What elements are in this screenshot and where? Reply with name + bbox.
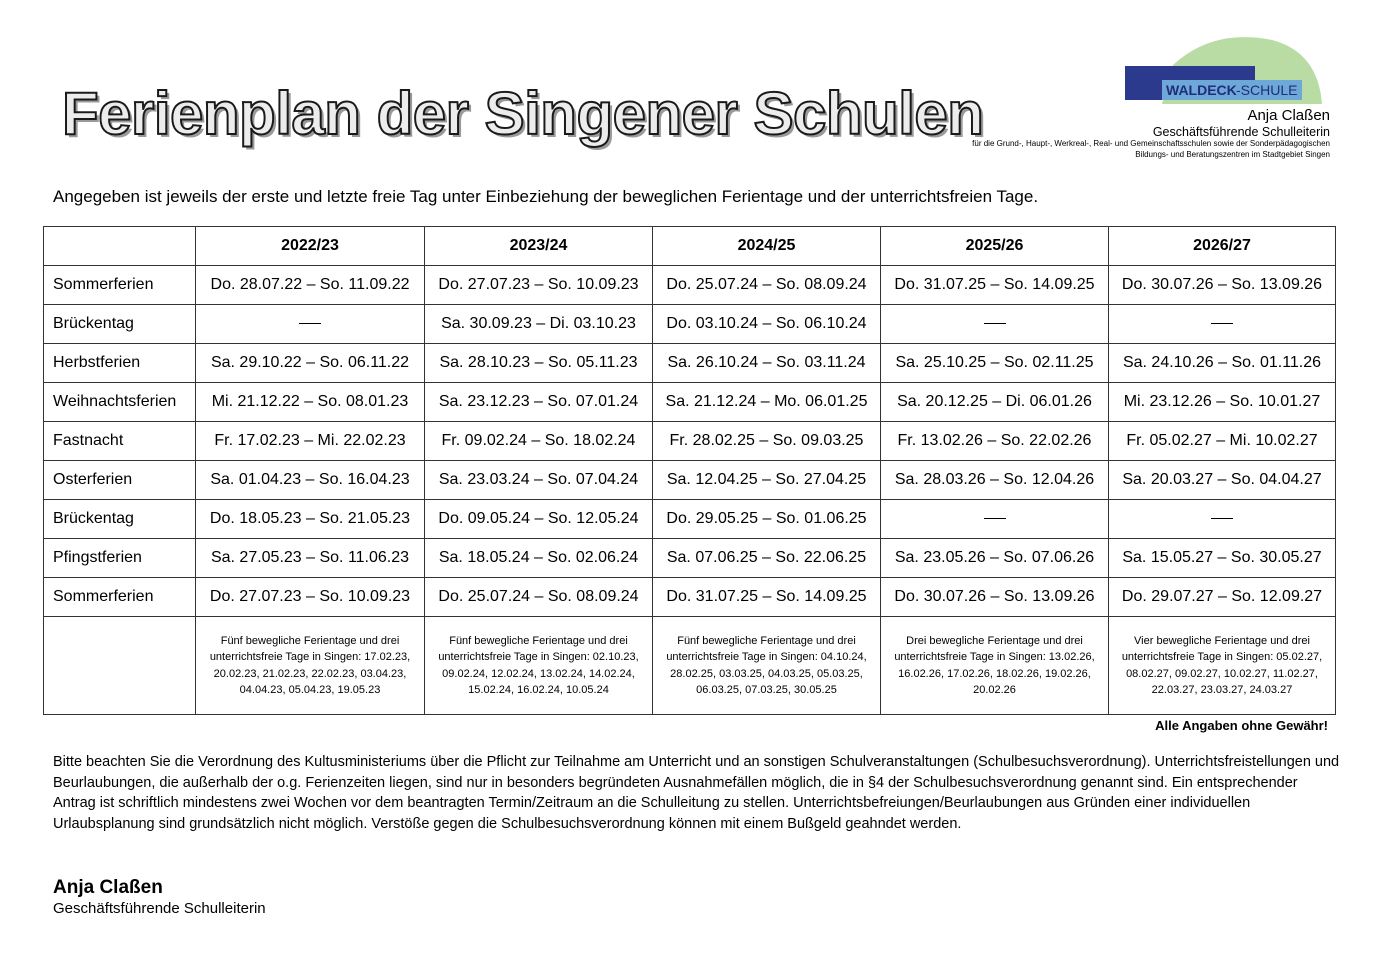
date-range-cell: Sa. 29.10.22 – So. 06.11.22: [196, 344, 425, 383]
signature-role: Geschäftsführende Schulleiterin: [53, 900, 266, 917]
header-empty-cell: [44, 227, 196, 266]
header-description: für die Grund-, Haupt-, Werkreal-, Real- und Gemeinschaftsschulen sowie der Sonderpädagogischen Bildungs- und Beratungszentren im Stadtgebiet Singen: [972, 139, 1330, 159]
year-header: 2024/25: [653, 227, 881, 266]
date-range-cell: Fr. 17.02.23 – Mi. 22.02.23: [196, 422, 425, 461]
page-title: Ferienplan der Singener Schulen: [62, 80, 984, 147]
date-range-cell: Sa. 23.03.24 – So. 07.04.24: [425, 461, 653, 500]
row-label: Pfingstferien: [44, 539, 196, 578]
date-range-cell: Do. 27.07.23 – So. 10.09.23: [196, 578, 425, 617]
row-label: Fastnacht: [44, 422, 196, 461]
row-label: Brückentag: [44, 305, 196, 344]
date-range-cell: Mi. 23.12.26 – So. 10.01.27: [1109, 383, 1336, 422]
year-header: 2026/27: [1109, 227, 1336, 266]
year-header: 2023/24: [425, 227, 653, 266]
date-range-cell: Sa. 15.05.27 – So. 30.05.27: [1109, 539, 1336, 578]
date-range-cell: Do. 25.07.24 – So. 08.09.24: [653, 266, 881, 305]
table-row: [44, 344, 1336, 383]
date-range-cell: Sa. 20.12.25 – Di. 06.01.26: [881, 383, 1109, 422]
table-row: [44, 461, 1336, 500]
date-range-cell: Sa. 26.10.24 – So. 03.11.24: [653, 344, 881, 383]
disclaimer: Alle Angaben ohne Gewähr!: [1155, 718, 1328, 733]
date-range-cell: Sa. 01.04.23 – So. 16.04.23: [196, 461, 425, 500]
dash-mark: [1211, 518, 1233, 519]
notes-cell: Fünf bewegliche Ferientage und drei unterrichtsfreie Tage in Singen: 02.10.23, 09.02.24, 12.02.24, 13.02.24, 14.02.24, 15.02.24, 16.02.24, 10.05.24: [425, 617, 653, 715]
table-row: [44, 383, 1336, 422]
row-label: Osterferien: [44, 461, 196, 500]
date-range-cell: Mi. 21.12.22 – So. 08.01.23: [196, 383, 425, 422]
signature-name: Anja Claßen: [53, 877, 163, 898]
intro-text: Angegeben ist jeweils der erste und letzte freie Tag unter Einbeziehung der beweglichen Ferientage und der unterrichtsfreien Tage.: [53, 187, 1039, 206]
date-range-cell: Fr. 28.02.25 – So. 09.03.25: [653, 422, 881, 461]
notes-cell: Vier bewegliche Ferientage und drei unterrichtsfreie Tage in Singen: 05.02.27, 08.02.27, 09.02.27, 10.02.27, 11.02.27, 22.03.27, 23.03.27, 24.03.27: [1109, 617, 1336, 715]
date-range-cell: Sa. 28.10.23 – So. 05.11.23: [425, 344, 653, 383]
dash-mark: [984, 323, 1006, 324]
date-range-cell: Sa. 30.09.23 – Di. 03.10.23: [425, 305, 653, 344]
notes-row: [44, 617, 1336, 715]
dash-mark: [1211, 323, 1233, 324]
table-header-row: [44, 227, 1336, 266]
date-range-cell: Do. 27.07.23 – So. 10.09.23: [425, 266, 653, 305]
date-range-cell: Sa. 18.05.24 – So. 02.06.24: [425, 539, 653, 578]
date-range-cell: Fr. 09.02.24 – So. 18.02.24: [425, 422, 653, 461]
table-row: [44, 305, 1336, 344]
date-range-cell: Fr. 13.02.26 – So. 22.02.26: [881, 422, 1109, 461]
date-range-cell: Do. 30.07.26 – So. 13.09.26: [1109, 266, 1336, 305]
notes-cell: Fünf bewegliche Ferientage und drei unterrichtsfreie Tage in Singen: 17.02.23, 20.02.23, 21.02.23, 22.02.23, 03.04.23, 04.04.23, 05.04.23, 19.05.23: [196, 617, 425, 715]
table-row: [44, 539, 1336, 578]
date-range-cell: Sa. 12.04.25 – So. 27.04.25: [653, 461, 881, 500]
empty-cell-dash: [1109, 305, 1336, 344]
date-range-cell: Do. 29.07.27 – So. 12.09.27: [1109, 578, 1336, 617]
date-range-cell: Sa. 21.12.24 – Mo. 06.01.25: [653, 383, 881, 422]
year-header: 2025/26: [881, 227, 1109, 266]
table-row: [44, 422, 1336, 461]
date-range-cell: Sa. 23.05.26 – So. 07.06.26: [881, 539, 1109, 578]
date-range-cell: Do. 31.07.25 – So. 14.09.25: [881, 266, 1109, 305]
header-role: Geschäftsführende Schulleiterin: [1152, 125, 1330, 139]
row-label: Sommerferien: [44, 266, 196, 305]
notes-cell: Fünf bewegliche Ferientage und drei unterrichtsfreie Tage in Singen: 04.10.24, 28.02.25, 03.03.25, 04.03.25, 05.03.25, 06.03.25, 07.03.25, 30.05.25: [653, 617, 881, 715]
notes-empty-cell: [44, 617, 196, 715]
date-range-cell: Do. 31.07.25 – So. 14.09.25: [653, 578, 881, 617]
date-range-cell: Sa. 27.05.23 – So. 11.06.23: [196, 539, 425, 578]
logo-text-1: WALDECK: [1166, 82, 1237, 98]
date-range-cell: Fr. 05.02.27 – Mi. 10.02.27: [1109, 422, 1336, 461]
empty-cell-dash: [1109, 500, 1336, 539]
date-range-cell: Do. 09.05.24 – So. 12.05.24: [425, 500, 653, 539]
holiday-table: [43, 226, 1336, 715]
year-header: 2022/23: [196, 227, 425, 266]
date-range-cell: Do. 29.05.25 – So. 01.06.25: [653, 500, 881, 539]
date-range-cell: Sa. 28.03.26 – So. 12.04.26: [881, 461, 1109, 500]
table-row: [44, 266, 1336, 305]
date-range-cell: Do. 25.07.24 – So. 08.09.24: [425, 578, 653, 617]
school-logo: [1122, 34, 1332, 104]
empty-cell-dash: [881, 305, 1109, 344]
date-range-cell: Sa. 24.10.26 – So. 01.11.26: [1109, 344, 1336, 383]
notes-cell: Drei bewegliche Ferientage und drei unterrichtsfreie Tage in Singen: 13.02.26, 16.02.26, 17.02.26, 18.02.26, 19.02.26, 20.02.26: [881, 617, 1109, 715]
date-range-cell: Sa. 07.06.25 – So. 22.06.25: [653, 539, 881, 578]
empty-cell-dash: [881, 500, 1109, 539]
row-label: Sommerferien: [44, 578, 196, 617]
header-name: Anja Claßen: [1247, 107, 1330, 124]
row-label: Weihnachtsferien: [44, 383, 196, 422]
date-range-cell: Do. 28.07.22 – So. 11.09.22: [196, 266, 425, 305]
logo-text-2: -SCHULE: [1236, 82, 1298, 98]
dash-mark: [299, 323, 321, 324]
date-range-cell: Do. 03.10.24 – So. 06.10.24: [653, 305, 881, 344]
date-range-cell: Sa. 23.12.23 – So. 07.01.24: [425, 383, 653, 422]
empty-cell-dash: [196, 305, 425, 344]
table-row: [44, 578, 1336, 617]
date-range-cell: Sa. 25.10.25 – So. 02.11.25: [881, 344, 1109, 383]
table-row: [44, 500, 1336, 539]
date-range-cell: Do. 30.07.26 – So. 13.09.26: [881, 578, 1109, 617]
row-label: Brückentag: [44, 500, 196, 539]
notice-paragraph: Bitte beachten Sie die Verordnung des Kultusministeriums über die Pflicht zur Teilnahme am Unterricht und an sonstigen Schulveranstaltungen (Schulbesuchsverordnung). Unterrichtsfreistellungen und Beurlaubungen, die außerhalb der o.g. Ferienzeiten liegen, sind nur in besonders begründeten Ausnahmefällen möglich, die in §4 der Schulbesuchsverordnung genannt sind. Ein entsprechender Antrag ist schriftlich mindestens zwei Wochen vor dem beantragten Termin/Zeitraum an die Schulleitung zu stellen. Unterrichtsbefreiungen/Beurlaubungen aus Gründen einer individuellen Urlaubsplanung sind grundsätzlich nicht möglich. Verstöße gegen die Schulbesuchsverordnung können mit einem Bußgeld geahndet werden.: [53, 754, 1340, 832]
date-range-cell: Do. 18.05.23 – So. 21.05.23: [196, 500, 425, 539]
dash-mark: [984, 518, 1006, 519]
row-label: Herbstferien: [44, 344, 196, 383]
date-range-cell: Sa. 20.03.27 – So. 04.04.27: [1109, 461, 1336, 500]
